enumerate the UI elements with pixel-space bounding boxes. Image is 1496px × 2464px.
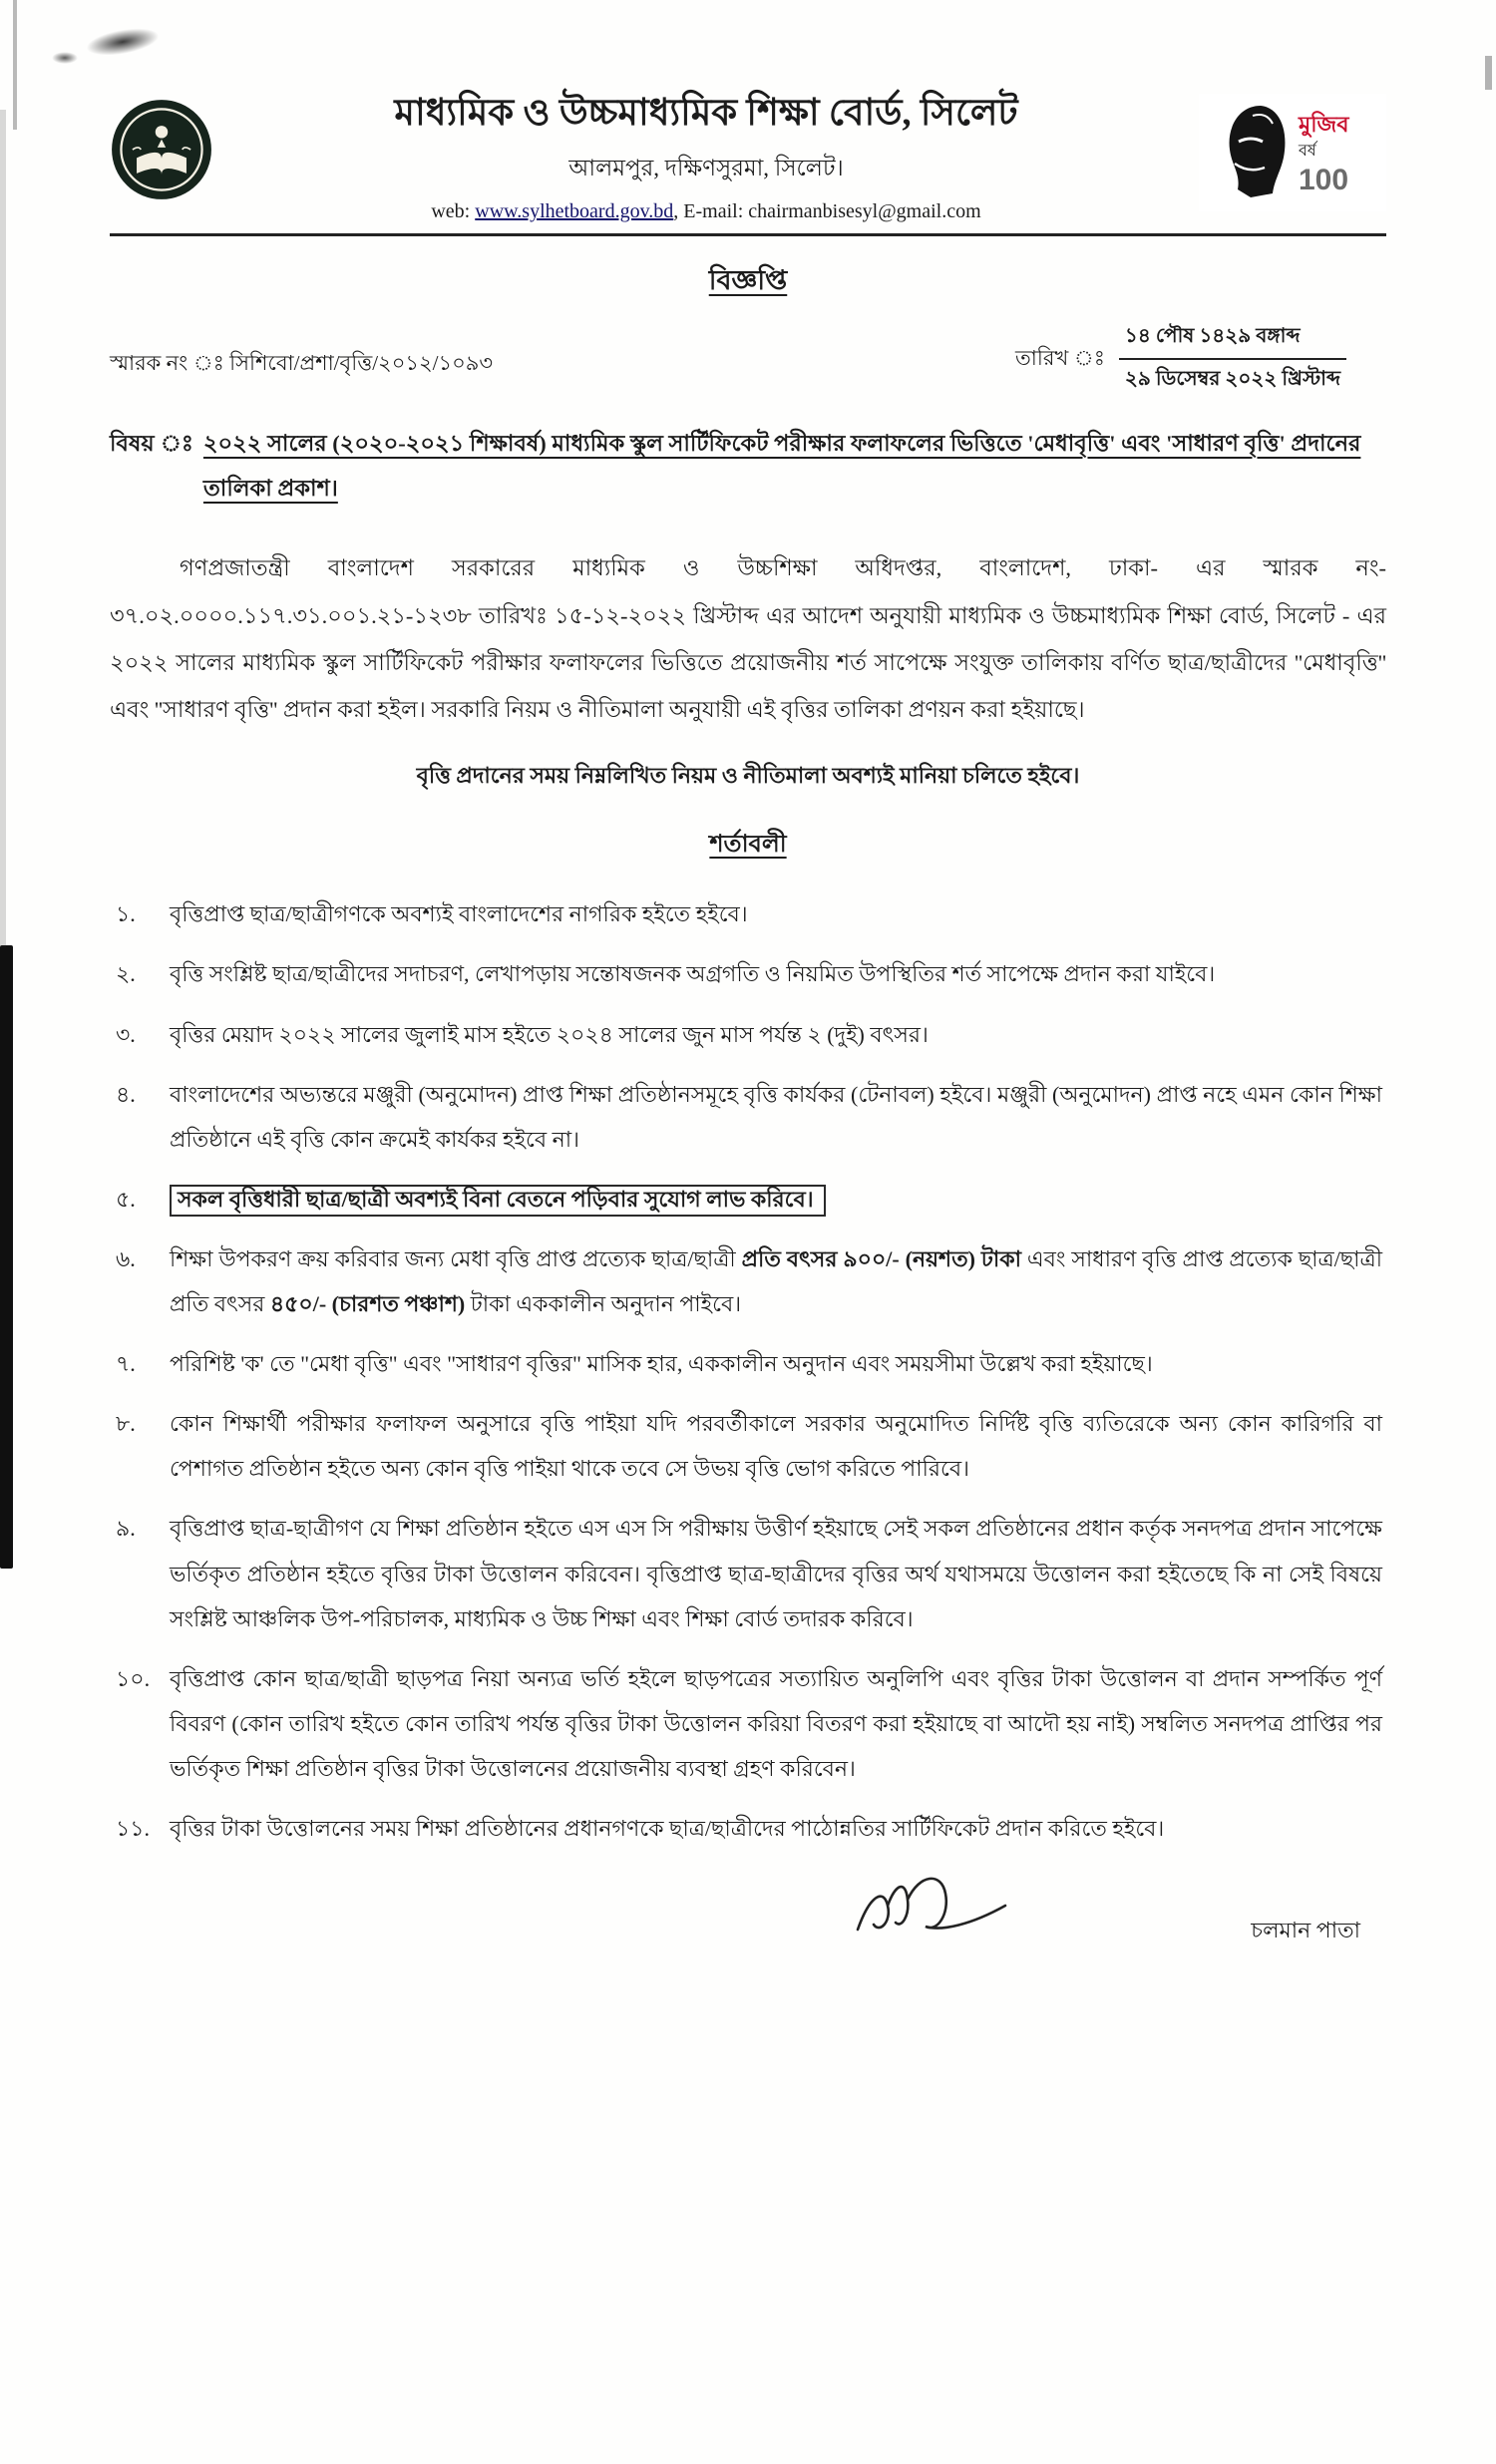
- letterhead: [110, 0, 1386, 223]
- signature-row: [110, 1866, 1386, 2005]
- mujib-logo-text: মুজিব: [1299, 112, 1349, 137]
- date-label: তারিখ ঃ: [1015, 345, 1105, 370]
- mujib100-logo: [1199, 94, 1386, 211]
- body-paragraph: গণপ্রজাতন্ত্রী বাংলাদেশ সরকারের মাধ্যমিক ও উচ্চশিক্ষা অধিদপ্তর, বাংলাদেশ, ঢাকা- এর স্মারক নং- ৩৭.০২.০০০০.১১৭.৩১.০০১.২১-১২৩৮ তারিখঃ ১৫-১২-২০২২ খ্রিস্টাব্দ এর আদেশ অনুযায়ী মাধ্যমিক ও উচ্চমাধ্যমিক শিক্ষা বোর্ড, সিলেট - এর ২০২২ সালের মাধ্যমিক স্কুল সার্টিফিকেট পরীক্ষার ফলাফলের ভিত্তিতে প্রয়োজনীয় শর্ত সাপেক্ষে সংযুক্ত তালিকায় বর্ণিত ছাত্র/ছাত্রীদের ''মেধাবৃত্তি'' এবং ''সাধারণ বৃত্তি'' প্রদান করা হইল। সরকারি নিয়ম ও নীতিমালা অনুযায়ী এই বৃত্তির তালিকা প্রণয়ন করা হইয়াছে।: [110, 555, 1386, 723]
- board-website-url: www.sylhetboard.gov.bd: [475, 200, 674, 223]
- term-text: বৃত্তির টাকা উত্তোলনের সময় শিক্ষা প্রতিষ্ঠানের প্রধানগণকে ছাত্র/ছাত্রীদের পাঠোন্নতির সার্টিফিকেট প্রদান করিতে হইবে।: [170, 1815, 1165, 1841]
- terms-heading: শর্তাবলী: [709, 832, 787, 859]
- term-text-boxed: সকল বৃত্তিধারী ছাত্র/ছাত্রী অবশ্যই বিনা বেতনে পড়িবার সুযোগ লাভ করিবে।: [170, 1185, 826, 1217]
- email-label: , E-mail:: [673, 200, 744, 223]
- term-item: [116, 1656, 1386, 1791]
- memo-row: [110, 321, 1386, 397]
- board-address: আলমপুর, দক্ষিণসুরমা, সিলেট।: [568, 156, 844, 181]
- board-email: chairmanbisesyl@gmail.com: [748, 200, 981, 223]
- compliance-note: বৃত্তি প্রদানের সময় নিম্নলিখিত নিয়ম ও নীতিমালা অবশ্যই মানিয়া চলিতে হইবে।: [416, 763, 1080, 789]
- subject-text: ২০২২ সালের (২০২০-২০২১ শিক্ষাবর্ষ) মাধ্যমিক স্কুল সার্টিফিকেট পরীক্ষার ফলাফলের ভিত্তিতে 'মেধাবৃত্তি' এবং 'সাধারণ বৃত্তি' প্রদানের তালিকা প্রকাশ।: [202, 431, 1361, 502]
- term-text: কোন শিক্ষার্থী পরীক্ষার ফলাফল অনুসারে বৃত্তি পাইয়া যদি পরবর্তীকালে সরকার অনুমোদিত নির্দিষ্ট বৃত্তি ব্যতিরেকে অন্য কোন কারিগরি বা পেশাগত প্রতিষ্ঠান হইতে অন্য কোন বৃত্তি পাইয়া থাকে তবে সে উভয় বৃত্তি ভোগ করিতে পারিবে।: [170, 1411, 1382, 1482]
- subject-line: [110, 421, 1386, 511]
- term-number: ২.: [116, 961, 136, 987]
- term-number: ৬.: [116, 1245, 136, 1271]
- term-item: [116, 1236, 1386, 1326]
- board-seal-icon: [110, 98, 213, 201]
- term-number: ১.: [116, 901, 136, 927]
- notice-title: বিজ্ঞপ্তি: [708, 265, 788, 296]
- memo-number: স্মারক নং ঃ সিশিবো/প্রশা/বৃত্তি/২০১২/১০৯৩: [110, 350, 494, 375]
- term-number: ৫.: [116, 1186, 136, 1212]
- term-item: [116, 1401, 1386, 1491]
- scan-artifact-left-edge: [0, 945, 13, 1569]
- term-item: [116, 1177, 1386, 1222]
- date-gregorian: ২৯ ডিসেম্বর ২০২২ খ্রিস্টাব্দ: [1124, 368, 1340, 391]
- term-item: [116, 1072, 1386, 1162]
- term-number: ১০.: [116, 1665, 151, 1691]
- term-text: বাংলাদেশের অভ্যন্তরে মঞ্জুরী (অনুমোদন) প্রাপ্ত শিক্ষা প্রতিষ্ঠানসমূহে বৃত্তি কার্যকর (টেনাবল) হইবে। মঞ্জুরী (অনুমোদন) প্রাপ্ত নহে এমন কোন শিক্ষা প্রতিষ্ঠানে এই বৃত্তি কোন ক্রমেই কার্যকর হইবে না।: [170, 1081, 1382, 1152]
- term-item: [116, 951, 1386, 996]
- term-text: বৃত্তিপ্রাপ্ত ছাত্র-ছাত্রীগণ যে শিক্ষা প্রতিষ্ঠান হইতে এস এস সি পরীক্ষায় উত্তীর্ণ হইয়াছে সেই সকল প্রতিষ্ঠানের প্রধান কর্তৃক সনদপত্র প্রদান সাপেক্ষে ভর্তিকৃত প্রতিষ্ঠান হইতে বৃত্তির টাকা উত্তোলন করিবেন। বৃত্তিপ্রাপ্ত ছাত্র-ছাত্রীদের বৃত্তির অর্থ যথাসময়ে উত্তোলন করা হইতেছে কি না সেই বিষয়ে সংশ্লিষ্ট আঞ্চলিক উপ-পরিচালক, মাধ্যমিক ও উচ্চ শিক্ষা এবং শিক্ষা বোর্ড তদারক করিবে।: [170, 1516, 1382, 1631]
- term-text: [170, 1177, 1386, 1222]
- term-text: শিক্ষা উপকরণ ক্রয় করিবার জন্য মেধা বৃত্তি প্রাপ্ত প্রত্যেক ছাত্র/ছাত্রী প্রতি বৎসর ৯০০/- (নয়শত) টাকা এবং সাধারণ বৃত্তি প্রাপ্ত প্রত্যেক ছাত্র/ছাত্রী প্রতি বৎসর ৪৫০/- (চারশত পঞ্চাশ) টাকা এককালীন অনুদান পাইবে।: [170, 1245, 1382, 1317]
- scan-artifact-smudge: [52, 52, 78, 64]
- continuation-note: চলমান পাতা: [1251, 1918, 1360, 1943]
- web-label: web:: [431, 200, 471, 223]
- web-email-line: [225, 200, 1187, 223]
- mujib100-logo-icon: [1199, 94, 1386, 211]
- terms-list: [116, 891, 1386, 1851]
- term-item: [116, 1341, 1386, 1386]
- board-name: মাধ্যমিক ও উচ্চমাধ্যমিক শিক্ষা বোর্ড, সিলেট: [394, 93, 1018, 134]
- term-item: [116, 1506, 1386, 1640]
- term-number: ১১.: [116, 1815, 151, 1841]
- scan-artifact-left-shade: [0, 110, 6, 947]
- scan-artifact-smudge: [1485, 56, 1492, 90]
- term-text: বৃত্তিপ্রাপ্ত ছাত্র/ছাত্রীগণকে অবশ্যই বাংলাদেশের নাগরিক হইতে হইবে।: [170, 901, 748, 927]
- term-text: বৃত্তিপ্রাপ্ত কোন ছাত্র/ছাত্রী ছাড়পত্র নিয়া অন্যত্র ভর্তি হইলে ছাড়পত্রের সত্যায়িত অনুলিপি এবং বৃত্তির টাকা উত্তোলন বা প্রদান সম্পর্কিত পূর্ণ বিবরণ (কোন তারিখ হইতে কোন তারিখ পর্যন্ত বৃত্তির টাকা উত্তোলন করিয়া বিতরণ করা হইয়াছে বা আদৌ হয় নাই) সম্বলিত সনদপত্র প্রাপ্তির পর ভর্তিকৃত শিক্ষা প্রতিষ্ঠান বৃত্তির টাকা উত্তোলনের প্রয়োজনীয় ব্যবস্থা গ্রহণ করিবেন।: [170, 1665, 1382, 1781]
- date-block: [1015, 321, 1346, 397]
- term-text: বৃত্তির মেয়াদ ২০২২ সালের জুলাই মাস হইতে ২০২৪ সালের জুন মাস পর্যন্ত ২ (দুই) বৎসর।: [170, 1021, 929, 1047]
- term-number: ৪.: [116, 1081, 136, 1107]
- board-seal-logo: [110, 98, 213, 201]
- term-number: ৯.: [116, 1516, 136, 1542]
- term-number: ৭.: [116, 1351, 136, 1377]
- scan-artifact-top-edge: [13, 0, 17, 130]
- term-amount-general: ৪৫০/- (চারশত পঞ্চাশ): [269, 1291, 466, 1317]
- term-item: [116, 891, 1386, 936]
- mujib-logo-sub: বর্ষ: [1299, 143, 1316, 160]
- term-text: পরিশিষ্ট 'ক' তে "মেধা বৃত্তি" এবং "সাধারণ বৃত্তির" মাসিক হার, এককালীন অনুদান এবং সময়সীমা উল্লেখ করা হইয়াছে।: [170, 1351, 1153, 1377]
- term-item: [116, 1012, 1386, 1057]
- signature-scribble-icon: [848, 1866, 1027, 1960]
- letterhead-divider: [110, 233, 1386, 236]
- term-item: [116, 1806, 1386, 1851]
- date-bangla: ১৪ পৌষ ১৪২৯ বঙ্গাব্দ: [1119, 321, 1346, 360]
- term-number: ৩.: [116, 1021, 136, 1047]
- term-number: ৮.: [116, 1411, 136, 1437]
- subject-label: বিষয় ঃ: [110, 431, 193, 457]
- signature-mark: [848, 1866, 1027, 1965]
- term-text: বৃত্তি সংশ্লিষ্ট ছাত্র/ছাত্রীদের সদাচরণ, লেখাপড়ায় সন্তোষজনক অগ্রগতি ও নিয়মিত উপস্থিতির শর্ত সাপেক্ষে প্রদান করা যাইবে।: [170, 961, 1216, 987]
- mujib-logo-number: 100: [1299, 164, 1349, 196]
- term-amount-merit: প্রতি বৎসর ৯০০/- (নয়শত) টাকা: [741, 1245, 1021, 1271]
